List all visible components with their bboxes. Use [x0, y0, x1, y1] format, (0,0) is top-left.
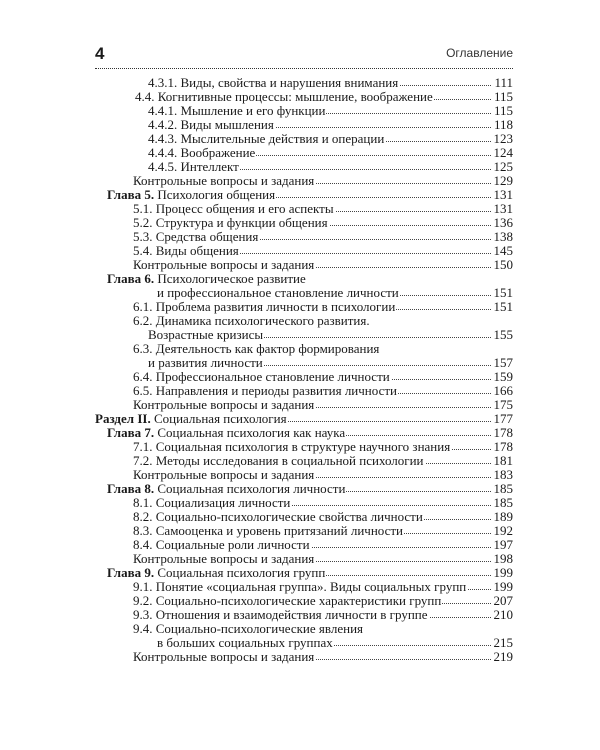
toc-entry-label: Глава 9.	[107, 565, 155, 580]
toc-entry-title	[133, 384, 398, 398]
toc-entry-title	[133, 216, 329, 230]
toc-entry-title	[133, 650, 315, 664]
toc-entry-label: Раздел II.	[95, 411, 151, 426]
toc-entry-title	[107, 426, 346, 440]
toc-page-number: 185	[493, 495, 513, 510]
toc-entry-title	[133, 440, 451, 454]
toc-entry-title	[133, 258, 315, 272]
toc-entry[interactable]	[0, 146, 600, 160]
toc-entry-text: 4.4.1. Мышление и его функции	[148, 103, 326, 118]
toc-entry[interactable]	[0, 440, 600, 454]
toc-entry-text: Психология общения	[154, 187, 276, 202]
toc-entry-text: 8.1. Социализация личности	[133, 495, 291, 510]
toc-page-number: 136	[493, 215, 513, 230]
toc-entry-title	[157, 636, 334, 650]
toc-entry-text: 9.3. Отношения и взаимодействия личности в группе	[133, 607, 428, 622]
toc-page-number: 185	[493, 481, 513, 496]
toc-page-number: 219	[493, 649, 513, 664]
toc-entry[interactable]	[0, 622, 600, 636]
toc-entry-text: 5.1. Процесс общения и его аспекты	[133, 201, 334, 216]
toc-entry[interactable]	[0, 230, 600, 244]
toc-page-number: 181	[493, 453, 513, 468]
toc-entry-title	[133, 314, 371, 328]
toc-page-number: 131	[493, 201, 513, 216]
toc-entry-text: 9.1. Понятие «социальная группа». Виды социальных групп	[133, 579, 467, 594]
toc-page-number: 111	[494, 75, 513, 90]
toc-entry[interactable]	[0, 608, 600, 622]
toc-entry[interactable]	[0, 510, 600, 524]
page-number: 4	[95, 44, 105, 63]
toc-entry-text: 9.4. Социально-психологические явления	[133, 621, 364, 636]
toc-entry-text: Контрольные вопросы и задания	[133, 649, 315, 664]
page-header	[95, 44, 513, 68]
toc-entry-text: Социальная психология	[150, 411, 287, 426]
toc-entry[interactable]	[0, 132, 600, 146]
toc-entry[interactable]	[0, 328, 600, 342]
toc-entry-text: 8.4. Социальные роли личности	[133, 537, 310, 552]
toc-entry-title	[107, 188, 276, 202]
toc-entry-title	[157, 286, 400, 300]
toc-page-number: 178	[493, 425, 513, 440]
toc-entry-title	[133, 580, 467, 594]
toc-entry[interactable]	[0, 370, 600, 384]
toc-entry[interactable]	[0, 482, 600, 496]
toc-entry-text: 4.4.4. Воображение	[148, 145, 256, 160]
toc-entry-title	[148, 76, 399, 90]
toc-entry-text: Контрольные вопросы и задания	[133, 467, 315, 482]
toc-entry-text: Контрольные вопросы и задания	[133, 551, 315, 566]
toc-page-number: 215	[493, 635, 513, 650]
toc-entry-label: Глава 5.	[107, 187, 155, 202]
toc-page-number: 166	[493, 383, 513, 398]
toc-page-number: 125	[493, 159, 513, 174]
toc-entry-text: 8.2. Социально-психологические свойства личности	[133, 509, 423, 524]
toc-entry-label: Глава 8.	[107, 481, 155, 496]
toc-entry-title	[148, 118, 275, 132]
toc-entry-title	[133, 342, 380, 356]
toc-page-number: 175	[493, 397, 513, 412]
toc-entry-title	[133, 454, 425, 468]
toc-entry[interactable]	[0, 300, 600, 314]
toc-entry-title	[148, 160, 240, 174]
toc-entry-text: 5.4. Виды общения	[133, 243, 239, 258]
toc-entry-title	[133, 552, 315, 566]
toc-entry-title	[133, 608, 429, 622]
toc-entry-text: 8.3. Самооценка и уровень притязаний личности	[133, 523, 404, 538]
toc-entry[interactable]	[0, 650, 600, 664]
toc-page-number: 155	[493, 327, 513, 342]
toc-entry[interactable]	[0, 160, 600, 174]
toc-page-number: 197	[493, 537, 513, 552]
toc-page-number: 192	[493, 523, 513, 538]
toc-entry-title	[133, 398, 315, 412]
toc-entry-text: Социальная психология как наука	[154, 425, 346, 440]
toc-entry[interactable]	[0, 496, 600, 510]
toc-entry-text: Контрольные вопросы и задания	[133, 397, 315, 412]
toc-page-number: 177	[493, 411, 513, 426]
toc-entry-text: 5.3. Средства общения	[133, 229, 259, 244]
toc-page-number: 115	[493, 103, 513, 118]
toc-page-number: 118	[493, 117, 513, 132]
toc-page-number: 207	[493, 593, 513, 608]
toc-entry[interactable]	[0, 90, 600, 104]
toc-entry[interactable]	[0, 538, 600, 552]
toc-entry[interactable]	[0, 356, 600, 370]
toc-entry-text: 4.3.1. Виды, свойства и нарушения внимания	[148, 75, 399, 90]
toc-page-number: 159	[493, 369, 513, 384]
toc-entry[interactable]	[0, 524, 600, 538]
toc-page-number: 150	[493, 257, 513, 272]
toc-entry[interactable]	[0, 566, 600, 580]
toc-page-number: 210	[493, 607, 513, 622]
toc-entry[interactable]	[0, 244, 600, 258]
toc-page-number: 124	[493, 145, 513, 160]
toc-entry-text: 6.3. Деятельность как фактор формирования	[133, 341, 380, 356]
toc-entry-text: 4.4.5. Интеллект	[148, 159, 239, 174]
toc-entry-text: и развития личности	[148, 355, 263, 370]
toc-entry-text: 6.5. Направления и периоды развития личности	[133, 383, 397, 398]
toc-entry[interactable]	[0, 188, 600, 202]
toc-entry-title	[133, 370, 391, 384]
toc-page-number: 183	[493, 467, 513, 482]
toc-entry[interactable]	[0, 398, 600, 412]
toc-entry[interactable]	[0, 580, 600, 594]
toc-entry-title	[107, 566, 326, 580]
toc-entry-text: 6.1. Проблема развития личности в психологии	[133, 299, 396, 314]
toc-page-number: 198	[493, 551, 513, 566]
toc-entry[interactable]	[0, 468, 600, 482]
toc-entry-text: Контрольные вопросы и задания	[133, 257, 315, 272]
toc-entry-text: в больших социальных группах	[157, 635, 333, 650]
toc-entry[interactable]	[0, 342, 600, 356]
toc-entry[interactable]	[0, 118, 600, 132]
toc-entry-title	[95, 412, 288, 426]
toc-page-number: 199	[493, 579, 513, 594]
toc-entry-title	[148, 132, 385, 146]
toc-entry-title	[133, 174, 315, 188]
toc-entry-title	[133, 594, 442, 608]
toc-entry[interactable]	[0, 636, 600, 650]
header-divider	[95, 68, 513, 69]
toc-entry-text: 4.4.2. Виды мышления	[148, 117, 274, 132]
toc-entry[interactable]	[0, 76, 600, 90]
toc-entry-text: 4.4.3. Мыслительные действия и операции	[148, 131, 385, 146]
toc-entry-title	[133, 538, 311, 552]
toc-entry-text: Психологическое развитие	[154, 271, 306, 286]
toc-page-number: 131	[493, 187, 513, 202]
toc-entry-title	[133, 202, 335, 216]
toc-page-number: 138	[493, 229, 513, 244]
toc-entry[interactable]	[0, 384, 600, 398]
toc-entry-title	[148, 104, 326, 118]
toc-entry[interactable]	[0, 216, 600, 230]
toc-entry[interactable]	[0, 552, 600, 566]
toc-entry[interactable]	[0, 258, 600, 272]
toc-page-number: 123	[493, 131, 513, 146]
toc-page-number: 199	[493, 565, 513, 580]
toc-entry[interactable]	[0, 202, 600, 216]
toc-entry[interactable]	[0, 286, 600, 300]
toc-entry[interactable]	[0, 174, 600, 188]
toc-entry-text: Возрастные кризисы	[148, 327, 264, 342]
toc-entry[interactable]	[0, 272, 600, 286]
toc-entry-title	[148, 356, 264, 370]
toc-entry-title	[148, 146, 256, 160]
toc-entry-text: 7.1. Социальная психология в структуре научного знания	[133, 439, 451, 454]
toc-entry-title	[133, 230, 259, 244]
toc-entry-title	[133, 244, 240, 258]
toc-entry[interactable]	[0, 454, 600, 468]
toc-entry-title	[107, 482, 346, 496]
toc-page-number: 115	[493, 89, 513, 104]
toc-entry[interactable]	[0, 426, 600, 440]
toc-entry[interactable]	[0, 314, 600, 328]
running-title: Оглавление	[446, 46, 513, 60]
toc-entry-text: 9.2. Социально-психологические характеристики групп	[133, 593, 442, 608]
toc-entry[interactable]	[0, 412, 600, 426]
toc-entry-text: 6.4. Профессиональное становление личности	[133, 369, 390, 384]
toc-entry-title	[148, 328, 264, 342]
toc-entry-title	[133, 496, 291, 510]
toc-entry-text: 5.2. Структура и функции общения	[133, 215, 328, 230]
toc-entry-label: Глава 6.	[107, 271, 155, 286]
toc-page-number: 157	[493, 355, 513, 370]
toc-page-number: 151	[493, 299, 513, 314]
toc-entry-text: 4.4. Когнитивные процессы: мышление, воображение	[135, 89, 433, 104]
toc-entry[interactable]	[0, 104, 600, 118]
toc-entry-text: Социальная психология групп	[154, 565, 326, 580]
toc-entry-label: Глава 7.	[107, 425, 155, 440]
toc-entry-text: Контрольные вопросы и задания	[133, 173, 315, 188]
toc-page-number: 189	[493, 509, 513, 524]
toc-entry-text: Социальная психология личности	[154, 481, 346, 496]
toc-entry-title	[133, 524, 404, 538]
toc-entry-text: 6.2. Динамика психологического развития.	[133, 313, 370, 328]
toc-entry-text: и профессиональное становление личности	[157, 285, 399, 300]
toc-entry-title	[133, 622, 364, 636]
toc-entry-title	[133, 300, 396, 314]
toc-page-number: 129	[493, 173, 513, 188]
toc-entry-title	[107, 272, 307, 286]
toc-entry[interactable]	[0, 594, 600, 608]
toc-page-number: 145	[493, 243, 513, 258]
toc-page-number: 178	[493, 439, 513, 454]
toc-entry-title	[133, 468, 315, 482]
toc-entry-title	[135, 90, 434, 104]
toc-entry-title	[133, 510, 424, 524]
toc-page-number: 151	[493, 285, 513, 300]
toc-entry-text: 7.2. Методы исследования в социальной психологии	[133, 453, 424, 468]
